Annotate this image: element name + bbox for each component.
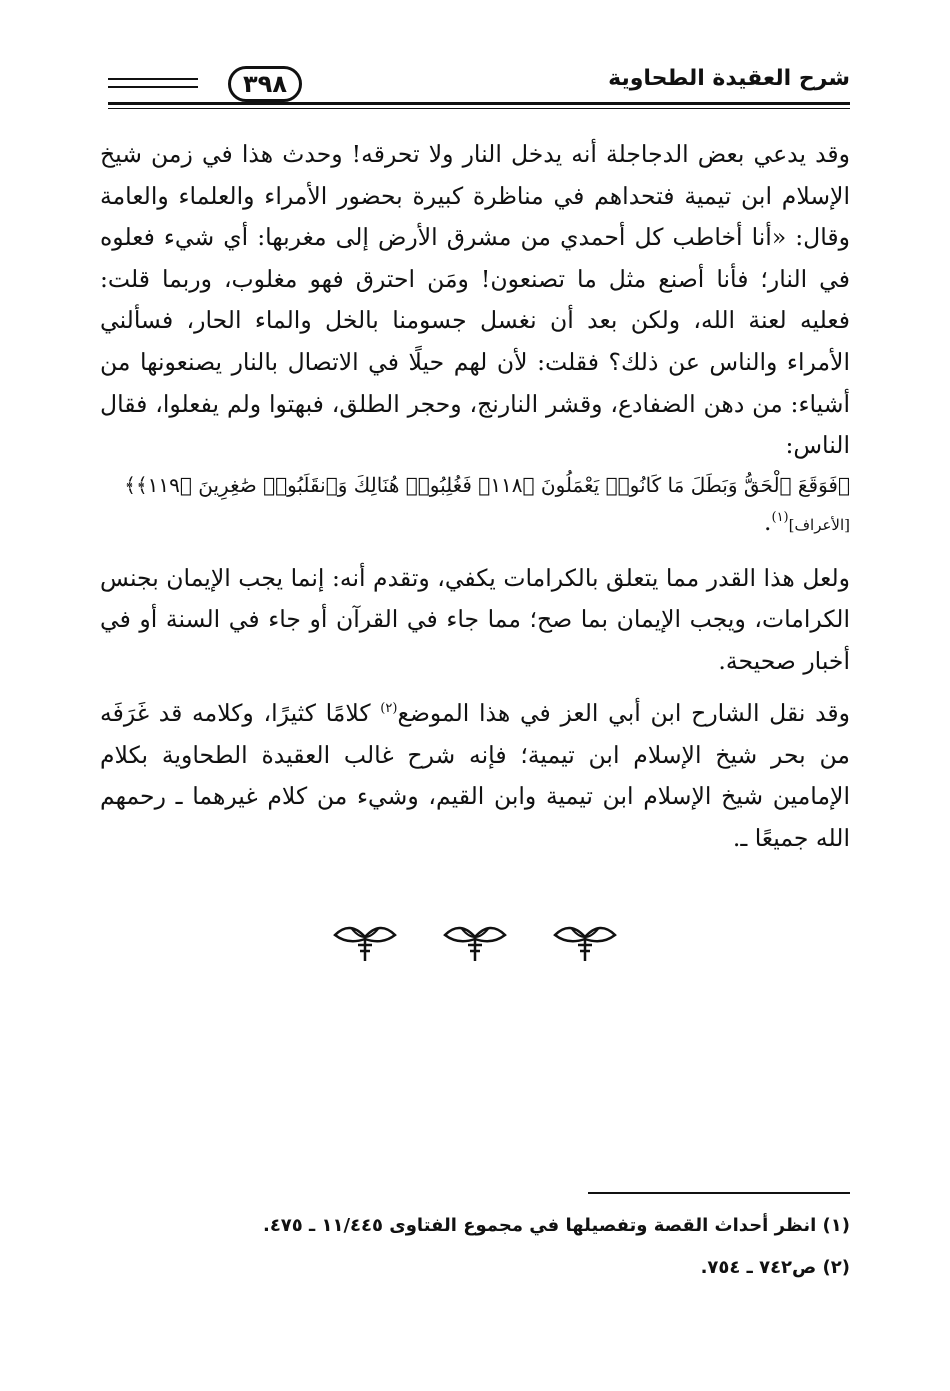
verse-text: ﴿فَوَقَعَ ٱلْحَقُّ وَبَطَلَ مَا كَانُوا۟ يَعْمَلُونَ ﴿١١٨﴾ فَغُلِبُوا۟ هُنَالِكَ وَٱنقَلَبُوا۟ صَٰغِرِينَ ﴿١١٩﴾﴾ bbox=[124, 472, 850, 497]
paragraph-1 bbox=[100, 134, 850, 467]
flourish-ornament-icon bbox=[550, 915, 620, 965]
flourish-ornament-icon bbox=[330, 915, 400, 965]
surah-reference: [الأعراف] bbox=[788, 515, 850, 534]
text-line: وقد نقل الشارح ابن أبي العز في هذا الموضع bbox=[397, 699, 851, 728]
text-line: احترق فهو مغلوب، وربما قلت: فعليه لعنة الله، ولكن بعد أن نغسل bbox=[100, 264, 850, 335]
text-line: ولعل هذا القدر مما يتعلق بالكرامات يكفي، وتقدم أنه: إنما يجب bbox=[238, 563, 850, 592]
text-line: الضفادع، وقشر النارنج، وحجر الطلق، فبهتوا ولم يفعلوا، فقال الناس: bbox=[100, 389, 850, 460]
header-rule-thin bbox=[108, 108, 850, 109]
text-line: كلامًا كثيرًا، bbox=[263, 699, 381, 728]
footnote-marker: (٢) bbox=[380, 701, 398, 717]
text-line: والعلماء والعامة وقال: «أنا أخاطب كل أحمدي من مشرق الأرض إلى bbox=[100, 181, 850, 252]
flourish-ornament-icon bbox=[440, 915, 510, 965]
text-line: مغربها: أي شيء فعلوه في النار؛ فأنا أصنع مثل ما تصنعون! ومَن bbox=[100, 223, 850, 293]
page-number: ٣٩٨ bbox=[228, 66, 302, 102]
footnote-separator bbox=[588, 1192, 850, 1194]
header-ornament-line bbox=[108, 86, 198, 88]
text-line: وكلامه قد غَرَفَه من بحر شيخ الإسلام ابن تيمية؛ فإنه شرح غالب العقيدة bbox=[100, 699, 850, 769]
header-rule bbox=[108, 102, 850, 105]
footnote-marker: (١) bbox=[771, 509, 789, 525]
page-header bbox=[108, 64, 850, 112]
verse-citation: [الأعراف]$^{(١)}$. bbox=[764, 507, 850, 536]
paragraph-2 bbox=[100, 558, 850, 683]
book-title: شرح العقيدة الطحاوية bbox=[608, 66, 850, 91]
footnote-1: (١) انظر أحداث القصة وتفصيلها في مجموع الفتاوى ١١/٤٤٥ ـ ٤٧٥. bbox=[262, 1215, 850, 1236]
text-line: جسومنا بالخل والماء الحار، فسألني الأمراء والناس عن ذلك؟ فقلت: bbox=[100, 306, 850, 376]
paragraph-3 bbox=[100, 688, 850, 859]
text-line: لأن لهم حيلًا في الاتصال بالنار يصنعونها من أشياء: من دهن bbox=[100, 347, 850, 418]
text-line: وقد يدعي بعض الدجاجلة أنه يدخل النار ولا تحرقه! وحدث هذا bbox=[241, 140, 850, 168]
text-line: الطحاوية بكلام الإمامين شيخ الإسلام ابن تيمية وابن القيم، وشيء من bbox=[100, 740, 850, 811]
quran-verse bbox=[100, 467, 850, 503]
text-line: في زمن شيخ الإسلام ابن تيمية فتحداهم في مناظرة كبيرة بحضور الأمراء bbox=[100, 140, 850, 210]
page-number-badge bbox=[200, 64, 330, 104]
text-line: الإيمان بجنس الكرامات، ويجب الإيمان بما صح؛ مما جاء في القرآن bbox=[100, 563, 850, 634]
header-ornament-line bbox=[108, 78, 198, 80]
footnote-2: (٢) ص٧٤٢ ـ ٧٥٤. bbox=[700, 1257, 850, 1278]
text-line: كلام غيرهما ـ رحمهم الله جميعًا ـ. bbox=[100, 782, 850, 852]
main-text bbox=[100, 134, 850, 860]
footnotes bbox=[100, 1205, 850, 1289]
section-divider-ornaments bbox=[330, 910, 620, 970]
text-line: أو جاء في السنة أو في أخبار صحيحة. bbox=[100, 605, 850, 675]
